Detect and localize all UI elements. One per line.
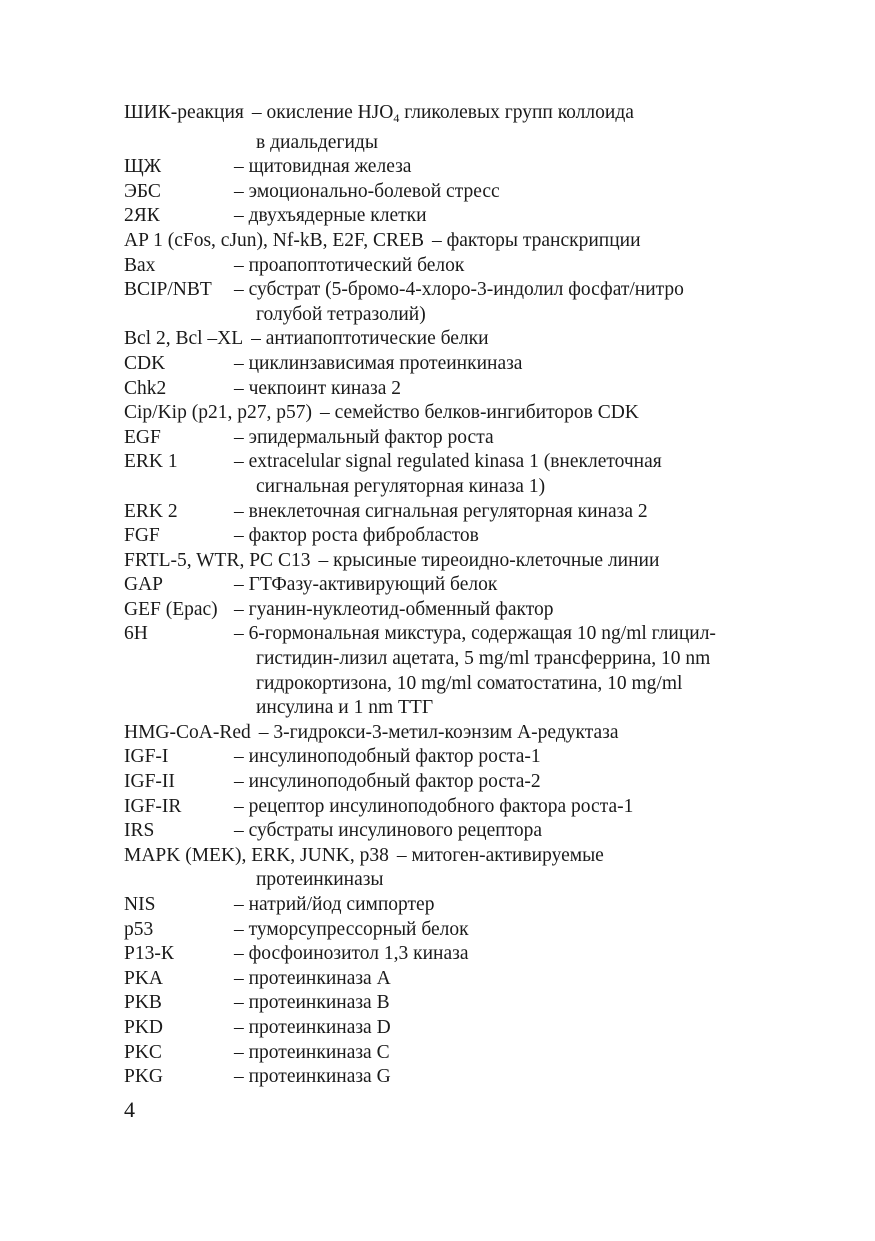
abbreviation-term: Bcl 2, Bcl –XL [124, 328, 244, 350]
abbreviation-entry [124, 278, 784, 327]
abbreviation-entry [124, 795, 784, 820]
abbreviation-term: PKG [124, 1066, 164, 1088]
abbreviation-definition: – ГТФазу-активирующий белок [234, 574, 498, 596]
abbreviation-definition: – внеклеточная сигнальная регуляторная киназа 2 [234, 500, 648, 522]
abbreviation-term: FGF [124, 525, 160, 547]
abbreviation-entry [124, 918, 784, 943]
abbreviation-definition: – щитовидная железа [234, 156, 412, 178]
abbreviation-entry [124, 500, 784, 525]
abbreviation-definition: – чекпоинт киназа 2 [234, 377, 401, 399]
abbreviation-definition: – крысиные тиреоидно-клеточные линии [318, 549, 660, 571]
abbreviation-entry [124, 229, 784, 254]
abbreviation-term: PKD [124, 1016, 164, 1038]
subscript: 4 [393, 111, 400, 125]
abbreviation-entry [124, 819, 784, 844]
abbreviation-definition: – антиапоптотические белки [251, 328, 489, 350]
abbreviation-entry [124, 770, 784, 795]
abbreviation-term: AP 1 (cFos, cJun), Nf-kB, E2F, CREB [124, 229, 424, 251]
abbreviation-definition: – 6-гормональная микстура, содержащая 10 ng/ml глицил- [234, 623, 716, 645]
abbreviation-definition: – митоген-активируемые [396, 844, 604, 866]
abbreviation-term: FRTL-5, WTR, PC C13 [124, 549, 311, 571]
definition-continuation: гидрокортизона, 10 mg/ml соматостатина, 10 mg/ml [256, 672, 683, 694]
abbreviation-term: BCIP/NBT [124, 279, 212, 301]
abbreviation-term: GEF (Epac) [124, 598, 218, 620]
abbreviation-term: Chk2 [124, 377, 167, 399]
abbreviation-definition: – протеинкиназа G [234, 1066, 391, 1088]
abbreviation-entry [124, 549, 784, 574]
abbreviation-definition: – инсулиноподобный фактор роста-2 [234, 771, 541, 793]
abbreviation-entry [124, 377, 784, 402]
abbreviation-entry [124, 524, 784, 549]
abbreviation-definition: – циклинзависимая протеинкиназа [234, 352, 523, 374]
abbreviation-definition: – 3-гидрокси-3-метил-коэнзим А-редуктаза [258, 721, 619, 743]
abbreviation-definition: – субстрат (5-бромо-4-хлоро-3-индолил фосфат/нитро [234, 279, 684, 301]
abbreviation-definition: – протеинкиназа D [234, 1016, 391, 1038]
abbreviation-term: 6H [124, 623, 148, 645]
abbreviation-entry [124, 1016, 784, 1041]
abbreviation-definition: – окисление HJO [251, 102, 394, 123]
abbreviation-term: p53 [124, 918, 154, 940]
abbreviation-term: IGF-IR [124, 795, 182, 817]
abbreviation-entry [124, 721, 784, 746]
abbreviation-entry [124, 180, 784, 205]
abbreviation-entry [124, 1065, 784, 1090]
abbreviation-entry [124, 1041, 784, 1066]
abbreviation-entry [124, 155, 784, 180]
abbreviation-entry [124, 967, 784, 992]
abbreviation-term: IRS [124, 820, 155, 842]
abbreviation-entry [124, 327, 784, 352]
abbreviation-entry [124, 204, 784, 229]
abbreviation-definition: – субстраты инсулинового рецептора [234, 820, 543, 842]
page-number: 4 [124, 1097, 135, 1122]
abbreviation-term: ЭБС [124, 180, 161, 202]
abbreviation-entry [124, 101, 784, 155]
abbreviation-term: IGF-II [124, 771, 175, 793]
abbreviation-definition: – протеинкиназа А [234, 967, 391, 989]
abbreviation-definition: – фактор роста фибробластов [234, 525, 479, 547]
abbreviation-entry [124, 401, 784, 426]
abbreviation-definition: – туморсупрессорный белок [234, 918, 469, 940]
abbreviation-term: ШИК-реакция [124, 102, 244, 123]
abbreviation-entry [124, 573, 784, 598]
abbreviation-definition: – семейство белков-ингибиторов CDK [319, 402, 639, 424]
abbreviation-term: ERK 2 [124, 500, 178, 522]
abbreviation-term: Bax [124, 254, 156, 276]
definition-continuation: в диальдегиды [256, 131, 378, 153]
abbreviation-term: EGF [124, 426, 161, 448]
abbreviation-term: PKA [124, 967, 164, 989]
abbreviation-entry [124, 622, 784, 720]
abbreviation-term: ERK 1 [124, 451, 178, 473]
abbreviation-entry [124, 844, 784, 893]
definition-continuation: сигнальная регуляторная киназа 1) [256, 475, 546, 497]
abbreviation-definition: – натрий/йод симпортер [234, 894, 435, 915]
abbreviation-term: PKB [124, 992, 162, 1014]
abbreviation-definition: – эмоционально-болевой стресс [234, 180, 500, 202]
abbreviation-definition: – гуанин-нуклеотид-обменный фактор [234, 598, 554, 620]
abbreviation-term: 2ЯК [124, 205, 160, 227]
abbreviation-definition: – эпидермальный фактор роста [234, 426, 494, 448]
abbreviation-entry [124, 450, 784, 499]
definition-continuation: голубой тетразолий) [256, 303, 426, 325]
abbreviation-definition: – факторы транскрипции [431, 229, 641, 251]
abbreviation-definition: – фосфоинозитол 1,3 киназа [234, 943, 469, 965]
abbreviation-definition: – протеинкиназа В [234, 992, 390, 1014]
definition-continuation: протеинкиназы [256, 869, 384, 891]
abbreviation-term: ЩЖ [124, 156, 162, 178]
abbreviation-term: GAP [124, 574, 164, 596]
abbreviation-term: Cip/Kip (p21, p27, p57) [124, 402, 312, 424]
abbreviation-term: IGF-I [124, 746, 169, 768]
definition-continuation: гистидин-лизил ацетата, 5 mg/ml трансферрина, 10 nm [256, 648, 711, 670]
abbreviation-entry [124, 991, 784, 1016]
abbreviation-definition: – двухъядерные клетки [234, 205, 427, 227]
abbreviation-entry [124, 352, 784, 377]
abbreviation-term: PKC [124, 1041, 162, 1063]
abbreviation-definition: – рецептор инсулиноподобного фактора роста-1 [234, 795, 634, 817]
abbreviation-term: MAPK (MEK), ERK, JUNK, p38 [124, 844, 389, 866]
abbreviation-term: P13-К [124, 943, 174, 965]
abbreviation-term: HMG-CoA-Red [124, 721, 251, 743]
definition-continuation: инсулина и 1 nm ТТГ [256, 697, 434, 719]
abbreviation-term: NIS [124, 894, 156, 915]
abbreviation-definition: – extracelular signal regulated kinasa 1 (внеклеточная [234, 451, 662, 473]
abbreviation-definition-rest: гликолевых групп коллоида [399, 102, 634, 123]
abbreviation-definition: – проапоптотический белок [234, 254, 465, 276]
abbreviation-term: CDK [124, 352, 166, 374]
abbreviation-entry [124, 426, 784, 451]
abbreviation-entry [124, 254, 784, 279]
abbreviation-entry [124, 598, 784, 623]
abbreviation-entry [124, 893, 784, 918]
abbreviation-entry [124, 942, 784, 967]
abbreviation-entry [124, 745, 784, 770]
abbreviation-definition: – протеинкиназа С [234, 1041, 390, 1063]
abbreviation-definition: – инсулиноподобный фактор роста-1 [234, 746, 541, 768]
abbreviation-list [124, 101, 784, 1090]
